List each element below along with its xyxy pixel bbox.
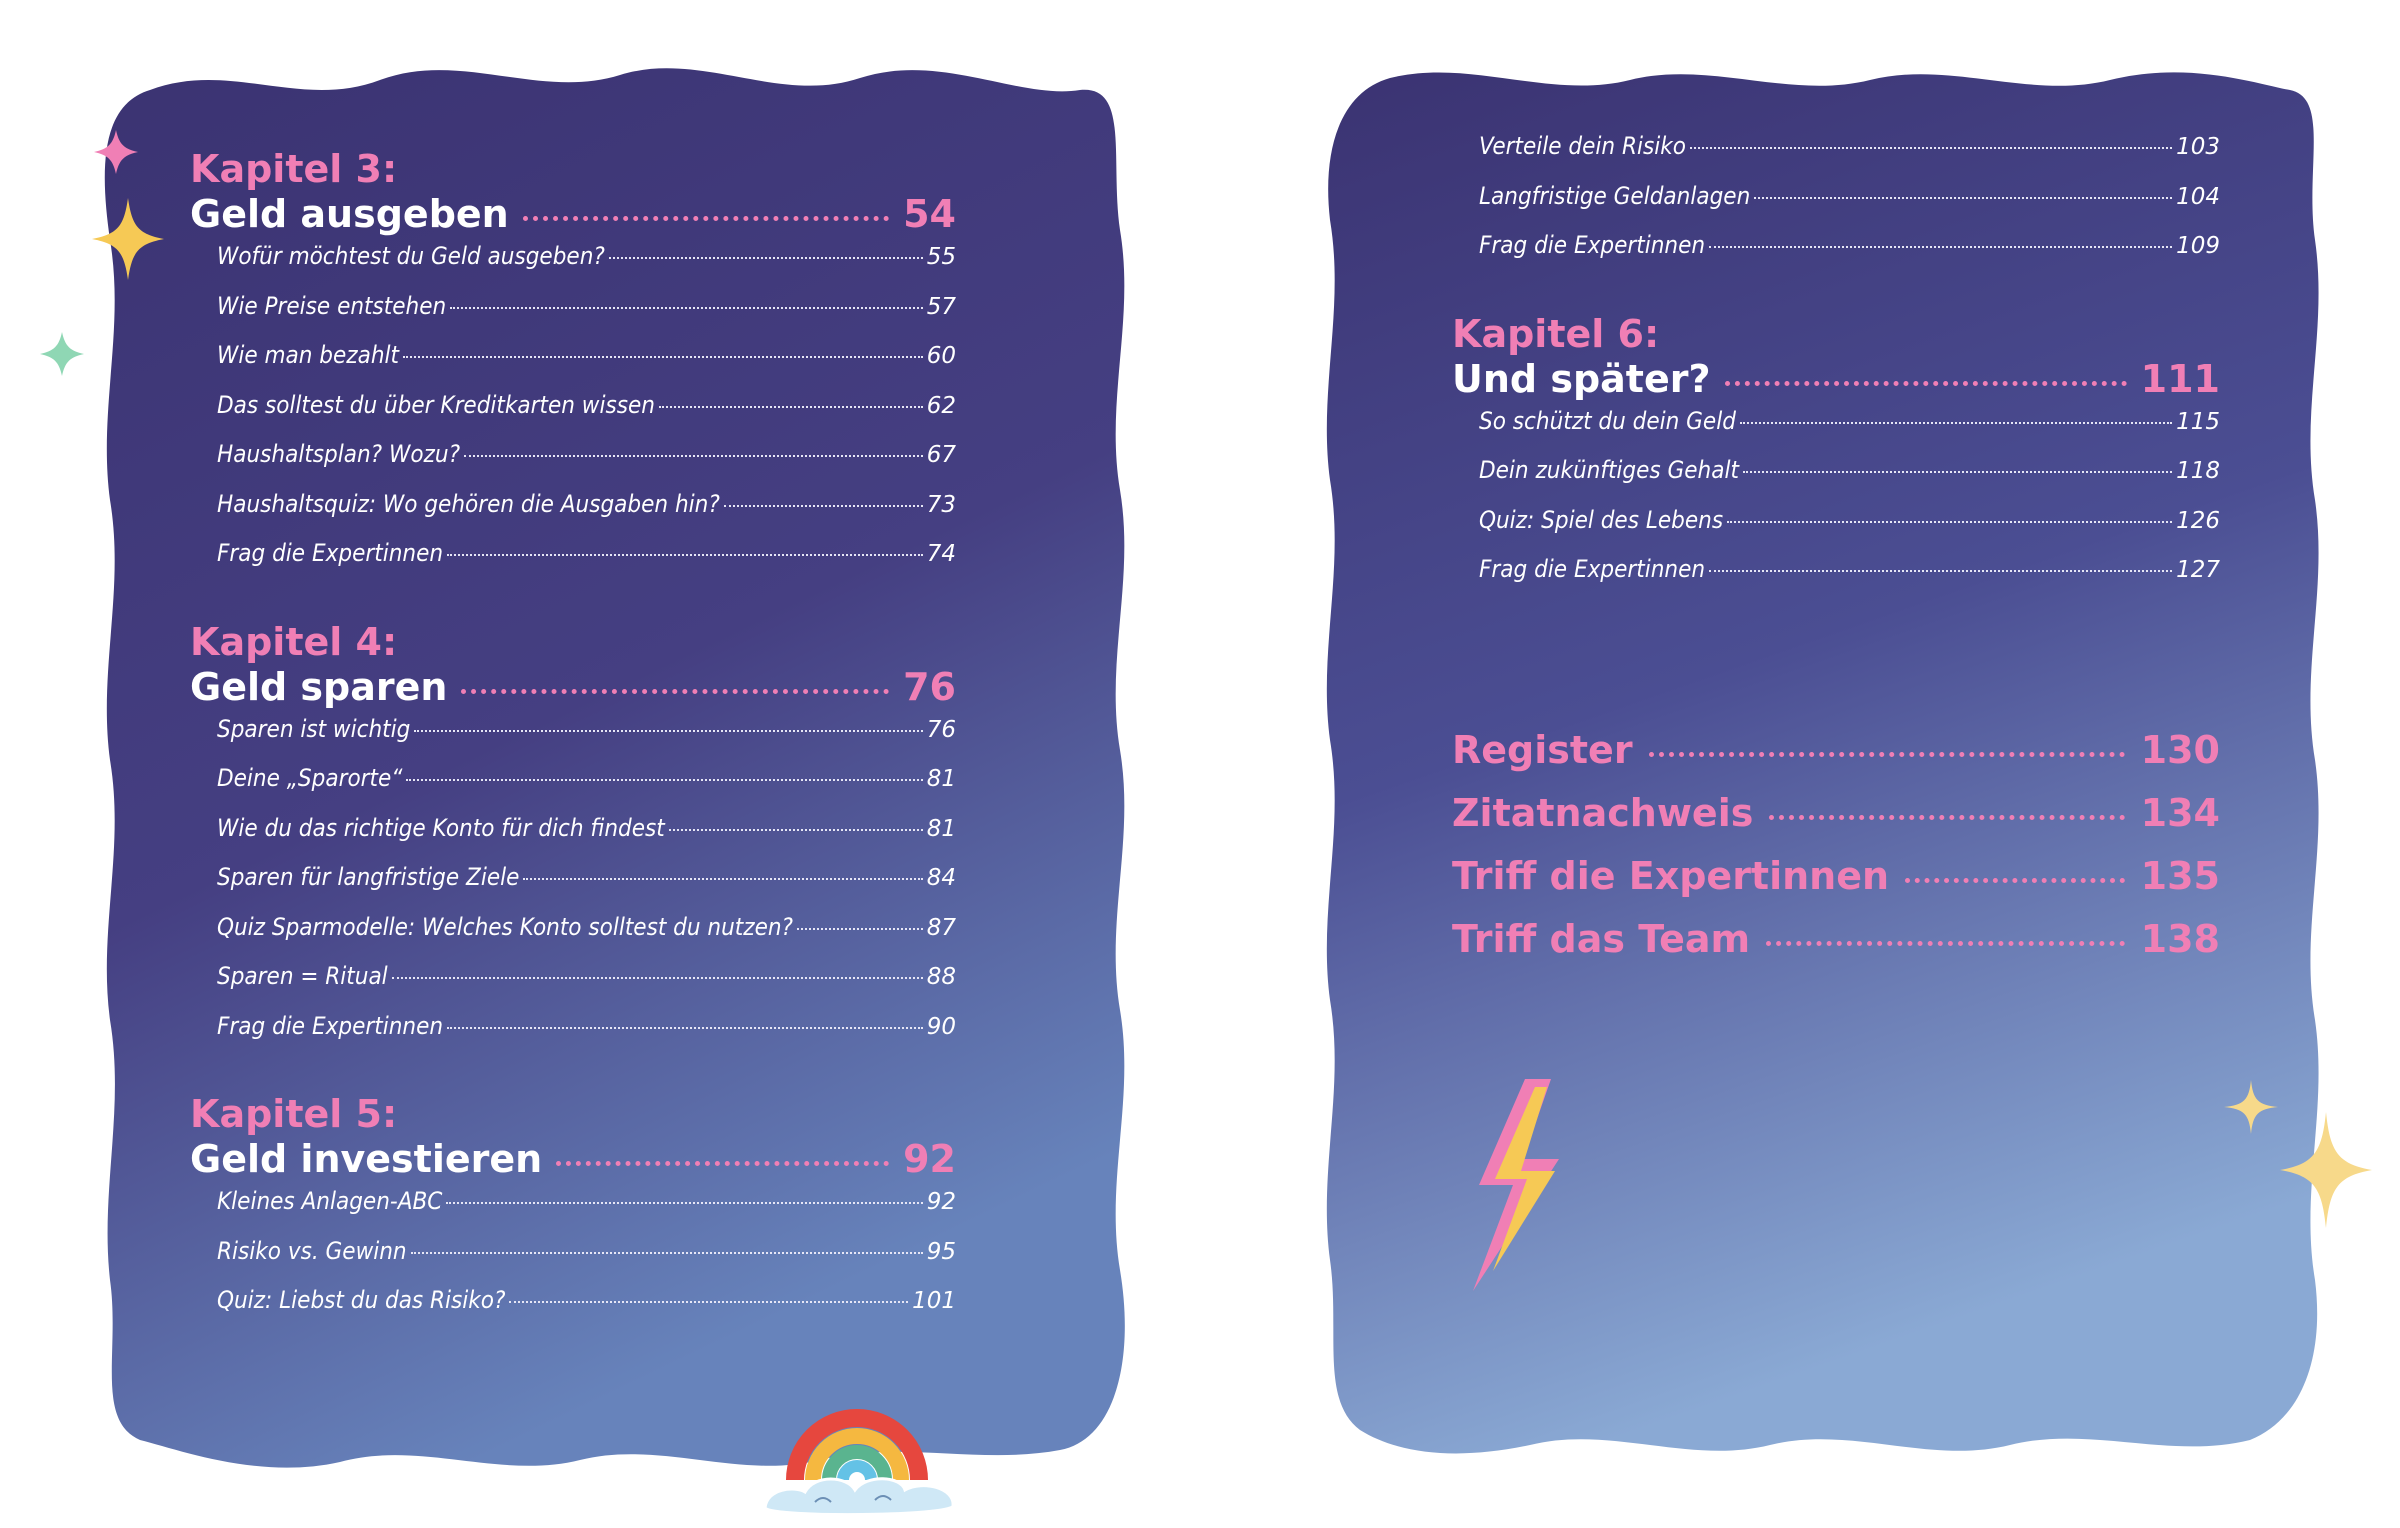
dot-leader: [1690, 147, 2172, 149]
toc-entry-page: 55: [926, 244, 956, 270]
dot-leader: [1709, 570, 2172, 572]
appendix-label: Register: [1452, 728, 1633, 772]
dot-leader: [509, 1301, 908, 1303]
sparkle-gold-large-icon: [2278, 1110, 2374, 1230]
chapter-3: [190, 146, 956, 589]
chapter-label: Kapitel 6:: [1452, 311, 1660, 356]
toc-entry-page: 118: [2176, 458, 2220, 484]
dot-leader: [450, 307, 923, 309]
sparkle-pink-icon: [92, 128, 140, 176]
toc-entry[interactable]: [217, 242, 956, 292]
toc-entry-label: Wofür möchtest du Geld ausgeben?: [217, 242, 605, 270]
toc-entry-page: 103: [2176, 134, 2220, 160]
toc-entry-page: 62: [926, 392, 956, 419]
toc-entry-label: Kleines Anlagen-ABC: [217, 1187, 443, 1215]
dot-leader: [464, 455, 923, 457]
chapter-title-row[interactable]: [190, 665, 956, 715]
dot-leader: [556, 1161, 889, 1166]
toc-entry[interactable]: [217, 1012, 956, 1062]
toc-entry[interactable]: [217, 764, 956, 814]
toc-entry-label: Haushaltsquiz: Wo gehören die Ausgaben hin?: [217, 489, 720, 518]
chapter-title: Geld ausgeben: [190, 192, 509, 236]
toc-entry-label: Haushaltsplan? Wozu?: [217, 440, 461, 468]
toc-entry-page: 87: [926, 914, 956, 941]
toc-entry[interactable]: [217, 863, 956, 913]
toc-entry[interactable]: [217, 814, 956, 864]
appendix-page: 135: [2140, 854, 2220, 898]
dot-leader: [523, 878, 922, 880]
lightning-bolt-icon: [1455, 1075, 1575, 1295]
toc-entry[interactable]: [217, 1187, 956, 1237]
appendix-page: 134: [2140, 791, 2220, 835]
toc-entry-page: 104: [2176, 183, 2220, 210]
sparkle-mint-icon: [38, 330, 86, 378]
appendix-label: Zitatnachweis: [1452, 791, 1754, 835]
chapter-label: Kapitel 5:: [190, 1092, 398, 1136]
dot-leader: [411, 1252, 923, 1254]
toc-entry-label: Wie Preise entstehen: [217, 291, 447, 320]
toc-entry[interactable]: [217, 1286, 956, 1336]
toc-entry[interactable]: [217, 391, 956, 441]
dot-leader: [1740, 422, 2172, 424]
appendix-entry-zitatnachweis[interactable]: [1452, 791, 2220, 854]
toc-entry[interactable]: [217, 440, 956, 490]
toc-entry[interactable]: [217, 341, 956, 391]
sparkle-gold-small-icon: [2222, 1078, 2280, 1136]
dot-leader: [403, 356, 923, 358]
chapter-title: Geld investieren: [190, 1137, 543, 1181]
toc-entry-label: Frag die Expertinnen: [217, 1011, 444, 1040]
toc-entry-page: 109: [2176, 233, 2220, 259]
chapter-page-number: 111: [2140, 356, 2220, 401]
toc-entry[interactable]: [217, 539, 956, 589]
dot-leader: [659, 406, 923, 408]
toc-entry-page: 95: [926, 1238, 956, 1265]
rainbow-cloud-icon: [755, 1370, 965, 1520]
dot-leader: [1725, 381, 2127, 386]
toc-entry[interactable]: [217, 962, 956, 1012]
left-toc: [190, 146, 956, 1336]
toc-entry-label: Sparen = Ritual: [217, 962, 388, 990]
right-toc: [1452, 132, 2220, 605]
toc-entry-label: Quiz: Spiel des Lebens: [1479, 505, 1724, 534]
toc-entry-label: Quiz Sparmodelle: Welches Konto solltest du nutzen?: [217, 912, 793, 941]
toc-entry-page: 60: [926, 343, 956, 369]
toc-entry[interactable]: [217, 715, 956, 765]
dot-leader: [523, 216, 889, 221]
dot-leader: [461, 689, 889, 694]
chapter-label: Kapitel 3:: [190, 147, 398, 191]
appendix-list: [1452, 728, 2220, 980]
toc-entry[interactable]: [1479, 407, 2220, 457]
dot-leader: [1754, 197, 2172, 199]
dot-leader: [1649, 752, 2125, 757]
toc-entry-label: Langfristige Geldanlagen: [1479, 181, 1751, 210]
chapter-page-number: 54: [903, 192, 956, 236]
toc-entry[interactable]: [1479, 132, 2220, 182]
toc-entry[interactable]: [1479, 506, 2220, 556]
dot-leader: [406, 779, 922, 781]
toc-entry-label: Risiko vs. Gewinn: [217, 1236, 407, 1265]
appendix-page: 138: [2140, 917, 2220, 961]
toc-entry-label: Sparen für langfristige Ziele: [217, 863, 520, 891]
dot-leader: [1769, 815, 2124, 820]
toc-entry[interactable]: [217, 1237, 956, 1287]
toc-entry-page: 90: [926, 1013, 956, 1040]
toc-entry-label: Deine „Sparorte“: [217, 764, 403, 792]
toc-entry-label: So schützt du dein Geld: [1479, 406, 1736, 435]
chapter-title: Und später?: [1452, 356, 1711, 401]
chapter-title-row[interactable]: [1452, 357, 2220, 407]
chapter-page-number: 92: [903, 1137, 956, 1181]
dot-leader: [414, 730, 922, 732]
toc-entry-page: 126: [2176, 507, 2220, 534]
dot-leader: [392, 977, 923, 979]
toc-entry[interactable]: [1479, 182, 2220, 232]
chapter-title-row[interactable]: [190, 192, 956, 242]
toc-entry[interactable]: [1479, 231, 2220, 281]
chapter-4: [190, 619, 956, 1062]
dot-leader: [1905, 878, 2125, 883]
toc-entry-page: 88: [926, 964, 956, 990]
section-gap: [1452, 281, 2220, 311]
toc-entry-page: 115: [2176, 408, 2220, 435]
dot-leader: [446, 1202, 922, 1204]
dot-leader: [1727, 521, 2172, 523]
toc-entry-page: 57: [926, 293, 956, 320]
toc-entry-page: 127: [2176, 557, 2220, 583]
section-gap: [190, 589, 956, 619]
toc-entry-page: 101: [912, 1288, 956, 1314]
toc-entry[interactable]: [1479, 456, 2220, 506]
toc-entry[interactable]: [217, 292, 956, 342]
appendix-entry-expertinnen[interactable]: [1452, 854, 2220, 917]
appendix-entry-register[interactable]: [1452, 728, 2220, 791]
toc-entry[interactable]: [217, 490, 956, 540]
chapter-6: [1452, 311, 2220, 605]
toc-entry-label: Verteile dein Risiko: [1479, 132, 1686, 160]
dot-leader: [447, 554, 923, 556]
toc-entry-label: Wie man bezahlt: [217, 341, 400, 369]
section-gap: [190, 1061, 956, 1091]
toc-entry-page: 73: [926, 491, 956, 518]
toc-entry-label: Frag die Expertinnen: [1479, 555, 1706, 583]
appendix-entry-team[interactable]: [1452, 917, 2220, 980]
dot-leader: [797, 928, 923, 930]
toc-entry-label: Das solltest du über Kreditkarten wissen: [217, 390, 655, 419]
dot-leader: [609, 257, 923, 259]
chapter-page-number: 76: [903, 664, 956, 709]
dot-leader: [1743, 471, 2172, 473]
toc-entry-label: Wie du das richtige Konto für dich findest: [217, 813, 665, 842]
toc-entry-label: Dein zukünftiges Gehalt: [1479, 456, 1739, 484]
sparkle-gold-icon: [90, 196, 166, 282]
toc-entry-page: 67: [926, 442, 956, 468]
chapter-title: Geld sparen: [190, 664, 448, 709]
toc-entry[interactable]: [217, 913, 956, 963]
dot-leader: [1766, 941, 2125, 946]
toc-entry-page: 81: [926, 766, 956, 792]
appendix-label: Triff die Expertinnen: [1452, 854, 1890, 898]
toc-entry-page: 81: [926, 815, 956, 842]
toc-entry[interactable]: [1479, 555, 2220, 605]
appendix-label: Triff das Team: [1452, 917, 1751, 961]
toc-entry-label: Frag die Expertinnen: [1479, 231, 1706, 259]
chapter-5: [190, 1091, 956, 1336]
toc-entry-label: Sparen ist wichtig: [217, 714, 411, 743]
toc-entry-label: Quiz: Liebst du das Risiko?: [217, 1286, 506, 1314]
appendix-page: 130: [2140, 728, 2220, 772]
dot-leader: [669, 829, 923, 831]
dot-leader: [724, 505, 923, 507]
toc-entry-page: 92: [926, 1189, 956, 1215]
dot-leader: [447, 1027, 923, 1029]
chapter-title-row[interactable]: [190, 1137, 956, 1187]
toc-entry-page: 84: [926, 865, 956, 891]
toc-entry-page: 76: [926, 716, 956, 743]
chapter-label: Kapitel 4:: [190, 619, 398, 664]
toc-entry-page: 74: [926, 541, 956, 567]
dot-leader: [1709, 246, 2172, 248]
toc-entry-label: Frag die Expertinnen: [217, 539, 444, 567]
